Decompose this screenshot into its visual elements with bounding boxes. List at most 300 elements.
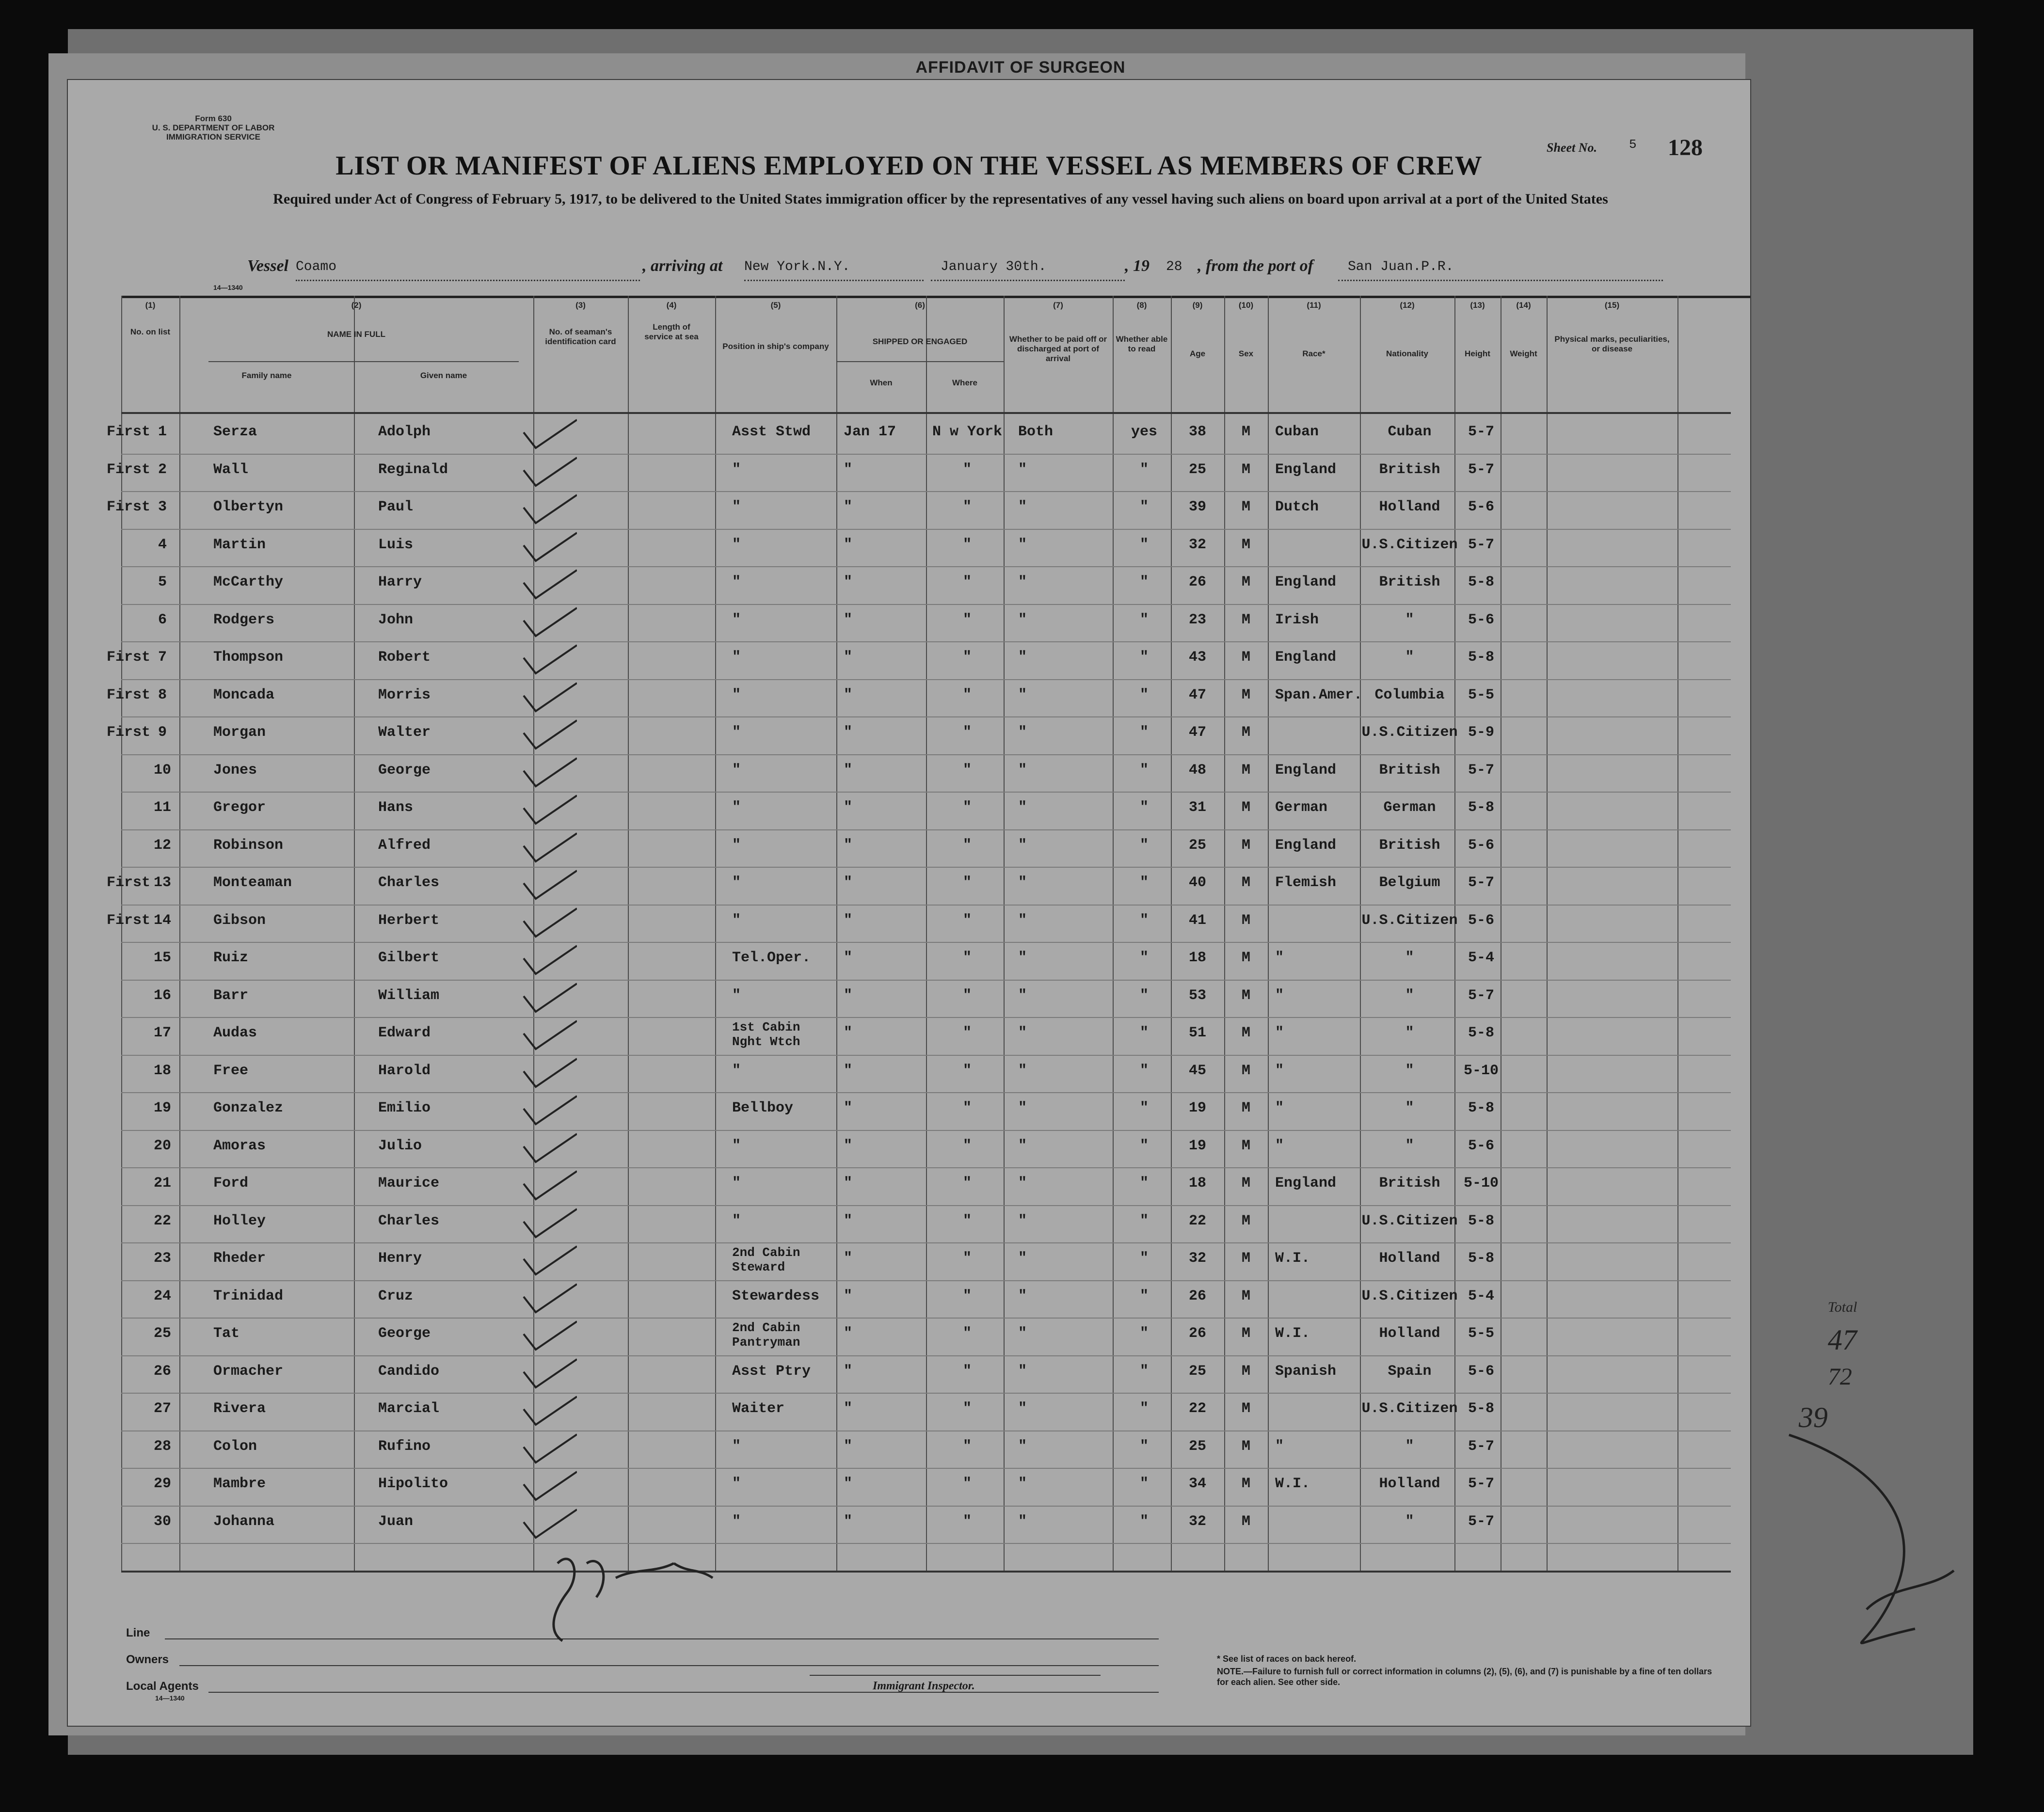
table-row — [68, 906, 1750, 943]
col-num-13: (13) — [1470, 301, 1485, 310]
height-value: 5-10 — [1463, 1062, 1499, 1079]
paid-off-value: " — [1018, 1513, 1027, 1530]
col-head-given-name: Given name — [420, 371, 467, 380]
row-number: 16 — [153, 987, 171, 1004]
from-port: San Juan.P.R. — [1348, 259, 1454, 274]
row-number: 28 — [153, 1438, 171, 1455]
table-row — [68, 492, 1750, 529]
form-number-block — [145, 114, 281, 142]
position-in-company: " — [732, 1513, 741, 1530]
age-value: 32 — [1188, 1250, 1206, 1267]
shipped-where: " — [962, 1476, 972, 1492]
row-number: 25 — [153, 1325, 171, 1342]
sex-value: M — [1241, 574, 1250, 590]
age-value: 18 — [1188, 1175, 1206, 1192]
col-head-race: Race* — [1302, 349, 1325, 358]
position-in-company: " — [732, 649, 741, 666]
given-name: Charles — [378, 1212, 440, 1229]
family-name: Gregor — [213, 799, 266, 816]
table-row — [68, 1168, 1750, 1206]
able-to-read: " — [1139, 1400, 1149, 1417]
shipped-where: " — [962, 762, 972, 779]
checkmark-icon — [519, 756, 577, 790]
family-name: Amoras — [213, 1137, 266, 1154]
footer-local-agents-label: Local Agents — [126, 1680, 199, 1693]
shipped-when: " — [844, 987, 853, 1004]
family-name: Johanna — [213, 1513, 275, 1530]
col-num-3: (3) — [575, 301, 586, 310]
footer-agents-rule — [208, 1692, 1159, 1693]
col-num-1: (1) — [145, 301, 156, 310]
position-in-company: " — [732, 1476, 741, 1492]
shipped-when: " — [844, 499, 853, 515]
table-row — [68, 567, 1750, 604]
paid-off-value: " — [1018, 499, 1027, 515]
header-bottom-rule — [121, 412, 1731, 414]
nationality-value: Cuban — [1388, 424, 1432, 440]
family-name: Mambre — [213, 1476, 266, 1492]
position-in-company: Bellboy — [732, 1100, 794, 1116]
col-num-14: (14) — [1516, 301, 1531, 310]
table-top-border — [121, 296, 1750, 298]
shipped-when: " — [844, 762, 853, 779]
col-head-able-to-read: Whether able to read — [1116, 334, 1168, 353]
race-value: " — [1275, 1137, 1284, 1154]
col-head-position: Position in ship's company — [722, 342, 829, 351]
height-value: 5-6 — [1468, 1137, 1494, 1154]
height-value: 5-7 — [1468, 461, 1494, 478]
family-name: Ormacher — [213, 1363, 284, 1380]
nationality-value: " — [1405, 1137, 1414, 1154]
row-number: 8 — [158, 686, 167, 703]
family-name: Free — [213, 1062, 249, 1079]
table-row — [68, 642, 1750, 680]
sex-value: M — [1241, 1025, 1250, 1041]
checkmark-icon — [519, 1470, 577, 1504]
checkmark-icon — [519, 869, 577, 903]
row-prefix: First — [107, 686, 151, 703]
able-to-read: " — [1139, 799, 1149, 816]
row-prefix: First — [107, 499, 151, 515]
position-in-company: " — [732, 536, 741, 553]
paid-off-value: " — [1018, 1250, 1027, 1267]
nationality-value: Holland — [1379, 499, 1440, 515]
sex-value: M — [1241, 1476, 1250, 1492]
col-head-paid-off: Whether to be paid off or discharged at port of arrival — [1009, 334, 1107, 363]
checkmark-icon — [519, 831, 577, 865]
col-head-when: When — [870, 378, 893, 387]
family-name: Tat — [213, 1325, 240, 1342]
nationality-value: British — [1379, 1175, 1440, 1192]
race-value: England — [1275, 1175, 1337, 1192]
age-value: 31 — [1188, 799, 1206, 816]
col-head-where: Where — [952, 378, 977, 387]
age-value: 32 — [1188, 1513, 1206, 1530]
table-row — [68, 417, 1750, 454]
nationality-value: British — [1379, 461, 1440, 478]
shipped-where: " — [962, 912, 972, 929]
given-name: Maurice — [378, 1175, 440, 1192]
position-in-company: " — [732, 574, 741, 590]
position-in-company: 2nd Cabin Steward — [732, 1245, 800, 1274]
col-head-weight: Weight — [1510, 349, 1537, 358]
able-to-read: " — [1139, 1025, 1149, 1041]
date-underline — [931, 280, 1125, 281]
paid-off-value: " — [1018, 799, 1027, 816]
position-in-company: Stewardess — [732, 1287, 820, 1304]
paid-off-value: " — [1018, 1476, 1027, 1492]
nationality-value: U.S.Citizen — [1361, 1212, 1458, 1229]
form-stamp-code: 14—1340 — [213, 284, 243, 291]
footer-owners-label: Owners — [126, 1653, 169, 1666]
shipped-where: " — [962, 499, 972, 515]
shipped-when: " — [844, 1250, 853, 1267]
height-value: 5-10 — [1463, 1175, 1499, 1192]
family-name: Jones — [213, 762, 257, 779]
position-in-company: 2nd Cabin Pantryman — [732, 1320, 800, 1350]
age-value: 26 — [1188, 1287, 1206, 1304]
sex-value: M — [1241, 1175, 1250, 1192]
shipped-where: N w York — [932, 424, 1003, 440]
given-name: Hans — [378, 799, 414, 816]
shipped-when: " — [844, 1025, 853, 1041]
shipped-where: " — [962, 950, 972, 966]
shipped-when: " — [844, 611, 853, 628]
given-name: Marcial — [378, 1400, 440, 1417]
footer-stamp-code: 14—1340 — [155, 1694, 185, 1702]
nationality-value: " — [1405, 1438, 1414, 1455]
family-name: Gibson — [213, 912, 266, 929]
races-note: * See list of races on back hereof. — [1217, 1654, 1357, 1664]
shipped-when: " — [844, 574, 853, 590]
race-value: Flemish — [1275, 874, 1337, 891]
col-head-family-name: Family name — [241, 371, 292, 380]
age-value: 34 — [1188, 1476, 1206, 1492]
able-to-read: " — [1139, 912, 1149, 929]
family-name: Gonzalez — [213, 1100, 284, 1116]
shipped-where: " — [962, 1062, 972, 1079]
position-in-company: 1st Cabin Nght Wtch — [732, 1020, 800, 1049]
col-head-no-on-list: No. on list — [130, 327, 171, 336]
nationality-value: German — [1383, 799, 1436, 816]
given-name: Julio — [378, 1137, 422, 1154]
able-to-read: yes — [1131, 424, 1157, 440]
position-in-company: " — [732, 611, 741, 628]
from-port-underline — [1338, 280, 1663, 281]
nationality-value: Belgium — [1379, 874, 1440, 891]
checkmark-icon — [519, 643, 577, 677]
family-name: Wall — [213, 461, 249, 478]
able-to-read: " — [1139, 837, 1149, 854]
shipped-when: Jan 17 — [844, 424, 896, 440]
height-value: 5-7 — [1468, 1513, 1494, 1530]
position-in-company: " — [732, 1175, 741, 1192]
row-number: 1 — [158, 424, 167, 440]
checkmark-icon — [519, 568, 577, 602]
able-to-read: " — [1139, 499, 1149, 515]
table-row — [68, 1131, 1750, 1168]
able-to-read: " — [1139, 1363, 1149, 1380]
col-num-11: (11) — [1307, 301, 1321, 310]
family-name: Audas — [213, 1025, 257, 1041]
sex-value: M — [1241, 424, 1250, 440]
shipped-where: " — [962, 1438, 972, 1455]
given-name: Luis — [378, 536, 414, 553]
nationality-value: U.S.Citizen — [1361, 1400, 1458, 1417]
able-to-read: " — [1139, 762, 1149, 779]
height-value: 5-7 — [1468, 987, 1494, 1004]
given-name: Gilbert — [378, 950, 440, 966]
position-in-company: Asst Stwd — [732, 424, 811, 440]
family-name: Morgan — [213, 724, 266, 741]
shipped-where: " — [962, 837, 972, 854]
shipped-where: " — [962, 1400, 972, 1417]
race-value: England — [1275, 574, 1337, 590]
col-head-name-in-full: NAME IN FULL — [327, 330, 385, 339]
shipped-when: " — [844, 1175, 853, 1192]
row-number: 24 — [153, 1287, 171, 1304]
sex-value: M — [1241, 762, 1250, 779]
table-row — [68, 717, 1750, 755]
table-row — [68, 1507, 1750, 1544]
paid-off-value: " — [1018, 536, 1027, 553]
row-number: 30 — [153, 1513, 171, 1530]
col-num-5: (5) — [770, 301, 781, 310]
sex-value: M — [1241, 912, 1250, 929]
position-in-company: " — [732, 1062, 741, 1079]
race-value: England — [1275, 649, 1337, 666]
given-name: Harold — [378, 1062, 431, 1079]
nationality-value: British — [1379, 762, 1440, 779]
checkmark-icon — [519, 718, 577, 752]
row-prefix: First — [107, 912, 151, 929]
row-number: 29 — [153, 1476, 171, 1492]
row-number: 6 — [158, 611, 167, 628]
checkmark-icon — [519, 794, 577, 827]
shipped-where: " — [962, 1287, 972, 1304]
age-value: 47 — [1188, 724, 1206, 741]
family-name: Martin — [213, 536, 266, 553]
paid-off-value: " — [1018, 1325, 1027, 1342]
given-name: Herbert — [378, 912, 440, 929]
race-value: Dutch — [1275, 499, 1319, 515]
table-row — [68, 793, 1750, 830]
row-number: 26 — [153, 1363, 171, 1380]
table-row — [68, 830, 1750, 868]
paid-off-value: " — [1018, 1062, 1027, 1079]
height-value: 5-5 — [1468, 1325, 1494, 1342]
height-value: 5-4 — [1468, 950, 1494, 966]
nationality-value: Holland — [1379, 1476, 1440, 1492]
shipped-where: " — [962, 1513, 972, 1530]
paid-off-value: " — [1018, 762, 1027, 779]
age-value: 22 — [1188, 1212, 1206, 1229]
shipped-where: " — [962, 1025, 972, 1041]
arrival-date: January 30th. — [941, 259, 1047, 274]
shipped-when: " — [844, 1062, 853, 1079]
col-head-nationality: Nationality — [1386, 349, 1428, 358]
paid-off-value: " — [1018, 1175, 1027, 1192]
sex-value: M — [1241, 1212, 1250, 1229]
given-name: Rufino — [378, 1438, 431, 1455]
sex-value: M — [1241, 499, 1250, 515]
race-value: Span.Amer. — [1275, 686, 1363, 703]
position-in-company: " — [732, 1137, 741, 1154]
sheet-number-label: Sheet No. — [1547, 141, 1597, 155]
position-in-company: " — [732, 461, 741, 478]
paid-off-value: " — [1018, 461, 1027, 478]
position-in-company: " — [732, 987, 741, 1004]
height-value: 5-8 — [1468, 1212, 1494, 1229]
shipped-divider — [836, 361, 1004, 362]
family-name: Colon — [213, 1438, 257, 1455]
row-number: 4 — [158, 536, 167, 553]
age-value: 25 — [1188, 837, 1206, 854]
col-head-height: Height — [1465, 349, 1490, 358]
paid-off-value: " — [1018, 950, 1027, 966]
able-to-read: " — [1139, 724, 1149, 741]
sex-value: M — [1241, 536, 1250, 553]
row-number: 9 — [158, 724, 167, 741]
position-in-company: " — [732, 724, 741, 741]
nationality-value: " — [1405, 987, 1414, 1004]
height-value: 5-6 — [1468, 837, 1494, 854]
given-name: Edward — [378, 1025, 431, 1041]
paid-off-value: " — [1018, 1363, 1027, 1380]
sex-value: M — [1241, 950, 1250, 966]
vessel-label: Vessel — [247, 257, 288, 275]
given-name: Henry — [378, 1250, 422, 1267]
shipped-where: " — [962, 1212, 972, 1229]
shipped-when: " — [844, 912, 853, 929]
paid-off-value: " — [1018, 874, 1027, 891]
manifest-title: LIST OR MANIFEST OF ALIENS EMPLOYED ON THE VESSEL AS MEMBERS OF CREW — [335, 151, 1483, 181]
nationality-value: Spain — [1388, 1363, 1432, 1380]
row-number: 17 — [153, 1025, 171, 1041]
given-name: Hipolito — [378, 1476, 448, 1492]
nationality-value: U.S.Citizen — [1361, 724, 1458, 741]
nationality-value: " — [1405, 950, 1414, 966]
table-row — [68, 1431, 1750, 1469]
able-to-read: " — [1139, 874, 1149, 891]
family-name: Serza — [213, 424, 257, 440]
given-name: Robert — [378, 649, 431, 666]
family-name: Trinidad — [213, 1287, 284, 1304]
age-value: 25 — [1188, 1363, 1206, 1380]
inspector-rule — [810, 1675, 1101, 1676]
position-in-company: " — [732, 799, 741, 816]
able-to-read: " — [1139, 950, 1149, 966]
nationality-value: " — [1405, 1513, 1414, 1530]
paid-off-value: " — [1018, 1025, 1027, 1041]
shipped-where: " — [962, 1250, 972, 1267]
position-in-company: Asst Ptry — [732, 1363, 811, 1380]
sex-value: M — [1241, 724, 1250, 741]
family-name: Moncada — [213, 686, 275, 703]
table-row — [68, 1469, 1750, 1506]
shipped-where: " — [962, 686, 972, 703]
family-name: Rodgers — [213, 611, 275, 628]
inspector-signature — [528, 1534, 781, 1651]
arriving-underline — [744, 280, 924, 281]
age-value: 25 — [1188, 461, 1206, 478]
shipped-when: " — [844, 1363, 853, 1380]
age-value: 25 — [1188, 1438, 1206, 1455]
table-row — [68, 1356, 1750, 1394]
age-value: 26 — [1188, 1325, 1206, 1342]
row-prefix: First — [107, 461, 151, 478]
sex-value: M — [1241, 461, 1250, 478]
penalty-note: NOTE.—Failure to furnish full or correct information in columns (2), (5), (6), and (7) is punishable by a fine of ten dollars for each alien. See other side. — [1217, 1667, 1712, 1687]
row-number: 10 — [153, 762, 171, 779]
nationality-value: " — [1405, 1025, 1414, 1041]
age-value: 48 — [1188, 762, 1206, 779]
sex-value: M — [1241, 1137, 1250, 1154]
height-value: 5-8 — [1468, 1400, 1494, 1417]
col-num-7: (7) — [1053, 301, 1063, 310]
able-to-read: " — [1139, 536, 1149, 553]
height-value: 5-8 — [1468, 574, 1494, 590]
shipped-when: " — [844, 950, 853, 966]
paid-off-value: " — [1018, 987, 1027, 1004]
sex-value: M — [1241, 1513, 1250, 1530]
sheet-number-value: 5 — [1629, 137, 1637, 152]
margin-number-3: 39 — [1799, 1401, 1828, 1433]
sex-value: M — [1241, 1062, 1250, 1079]
shipped-when: " — [844, 461, 853, 478]
col-num-8: (8) — [1136, 301, 1147, 310]
race-value: W.I. — [1275, 1250, 1310, 1267]
age-value: 26 — [1188, 574, 1206, 590]
table-row — [68, 455, 1750, 492]
race-value: " — [1275, 1438, 1284, 1455]
shipped-when: " — [844, 799, 853, 816]
row-rule — [121, 1543, 1731, 1544]
shipped-when: " — [844, 837, 853, 854]
row-number: 22 — [153, 1212, 171, 1229]
col-head-seaman-card: No. of seaman's identification card — [545, 327, 616, 346]
paid-off-value: " — [1018, 1287, 1027, 1304]
sex-value: M — [1241, 837, 1250, 854]
given-name: Emilio — [378, 1100, 431, 1116]
given-name: Adolph — [378, 424, 431, 440]
able-to-read: " — [1139, 1287, 1149, 1304]
vessel-underline — [296, 280, 640, 281]
given-name: Alfred — [378, 837, 431, 854]
shipped-when: " — [844, 874, 853, 891]
race-value: " — [1275, 1100, 1284, 1116]
year-prefix: , 19 — [1125, 257, 1150, 275]
able-to-read: " — [1139, 574, 1149, 590]
checkmark-icon — [519, 944, 577, 978]
able-to-read: " — [1139, 1062, 1149, 1079]
age-value: 19 — [1188, 1137, 1206, 1154]
height-value: 5-5 — [1468, 686, 1494, 703]
service-name: IMMIGRATION SERVICE — [166, 132, 260, 142]
race-value: " — [1275, 1062, 1284, 1079]
table-row — [68, 1243, 1750, 1281]
able-to-read: " — [1139, 1250, 1149, 1267]
col-num-12: (12) — [1400, 301, 1415, 310]
position-in-company: " — [732, 874, 741, 891]
checkmark-icon — [519, 1244, 577, 1278]
row-number: 7 — [158, 649, 167, 666]
table-row — [68, 981, 1750, 1018]
paid-off-value: " — [1018, 837, 1027, 854]
name-divider — [208, 361, 519, 362]
age-value: 47 — [1188, 686, 1206, 703]
row-number: 27 — [153, 1400, 171, 1417]
